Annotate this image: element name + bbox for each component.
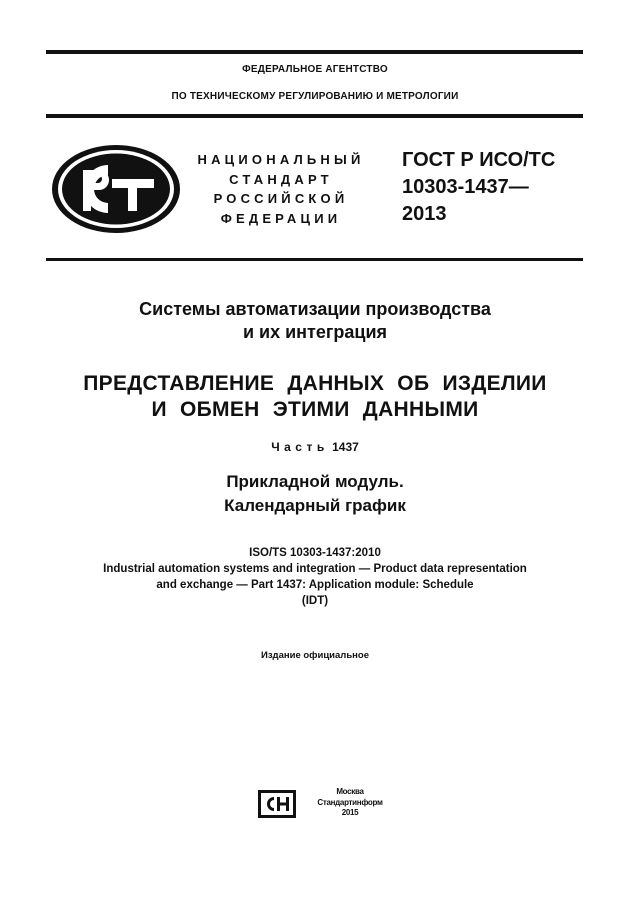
iso-title-line-3: (IDT) — [301, 595, 329, 607]
publisher-imprint — [300, 787, 400, 819]
iso-reference — [0, 545, 630, 609]
top-rule — [46, 50, 583, 54]
standard-kind — [192, 150, 370, 228]
designation-line-2: 10303-1437— — [402, 176, 529, 198]
subtitle-line-1: Прикладной модуль. — [226, 472, 404, 491]
iso-code: ISO/TS 10303-1437:2010 — [249, 547, 381, 559]
gost-r-certification-logo-icon — [50, 143, 182, 235]
standard-kind-line-1: НАЦИОНАЛЬНЫЙ — [197, 152, 365, 167]
main-title-line-1: ПРЕДСТАВЛЕНИЕ ДАННЫХ ОБ ИЗДЕЛИИ — [83, 372, 547, 395]
publisher-city: Москва — [336, 787, 364, 796]
designation-line-3: 2013 — [402, 203, 447, 225]
subtitle — [0, 470, 630, 518]
standard-kind-line-3: РОССИЙСКОЙ — [213, 191, 349, 206]
edition-note: Издание официальное — [261, 650, 369, 661]
standard-kind-line-2: СТАНДАРТ — [229, 171, 333, 187]
standard-designation — [402, 147, 555, 228]
agency-line-1: ФЕДЕРАЛЬНОЕ АГЕНТСТВО — [242, 64, 388, 75]
standard-kind-line-4: ФЕДЕРАЦИИ — [220, 210, 342, 226]
series-title-line-2: и их интеграция — [242, 322, 388, 342]
publication-year: 2015 — [341, 808, 359, 817]
agency-line-2: ПО ТЕХНИЧЕСКОМУ РЕГУЛИРОВАНИЮ И МЕТРОЛОГИИ — [171, 91, 459, 102]
title-rule — [46, 258, 583, 261]
series-title-line-1: Системы автоматизации производства — [139, 299, 491, 319]
main-title — [0, 371, 630, 423]
main-title-line-2: И ОБМЕН ЭТИМИ ДАННЫМИ — [151, 398, 479, 421]
part-word: Часть — [271, 440, 329, 454]
series-title — [0, 298, 630, 344]
iso-title-line-2: and exchange — Part 1437: Application module: Schedule — [156, 579, 474, 591]
part-number: 1437 — [332, 440, 359, 454]
subtitle-line-2: Календарный график — [224, 496, 406, 515]
publisher-name: Стандартинформ — [317, 797, 383, 807]
header-rule — [46, 114, 583, 118]
iso-title-line-1: Industrial automation systems and integration — Product data representation — [103, 563, 527, 575]
part-label — [0, 440, 630, 454]
standartinform-logo-icon — [258, 790, 296, 818]
designation-line-1: ГОСТ Р ИСО/ТС — [402, 149, 556, 171]
